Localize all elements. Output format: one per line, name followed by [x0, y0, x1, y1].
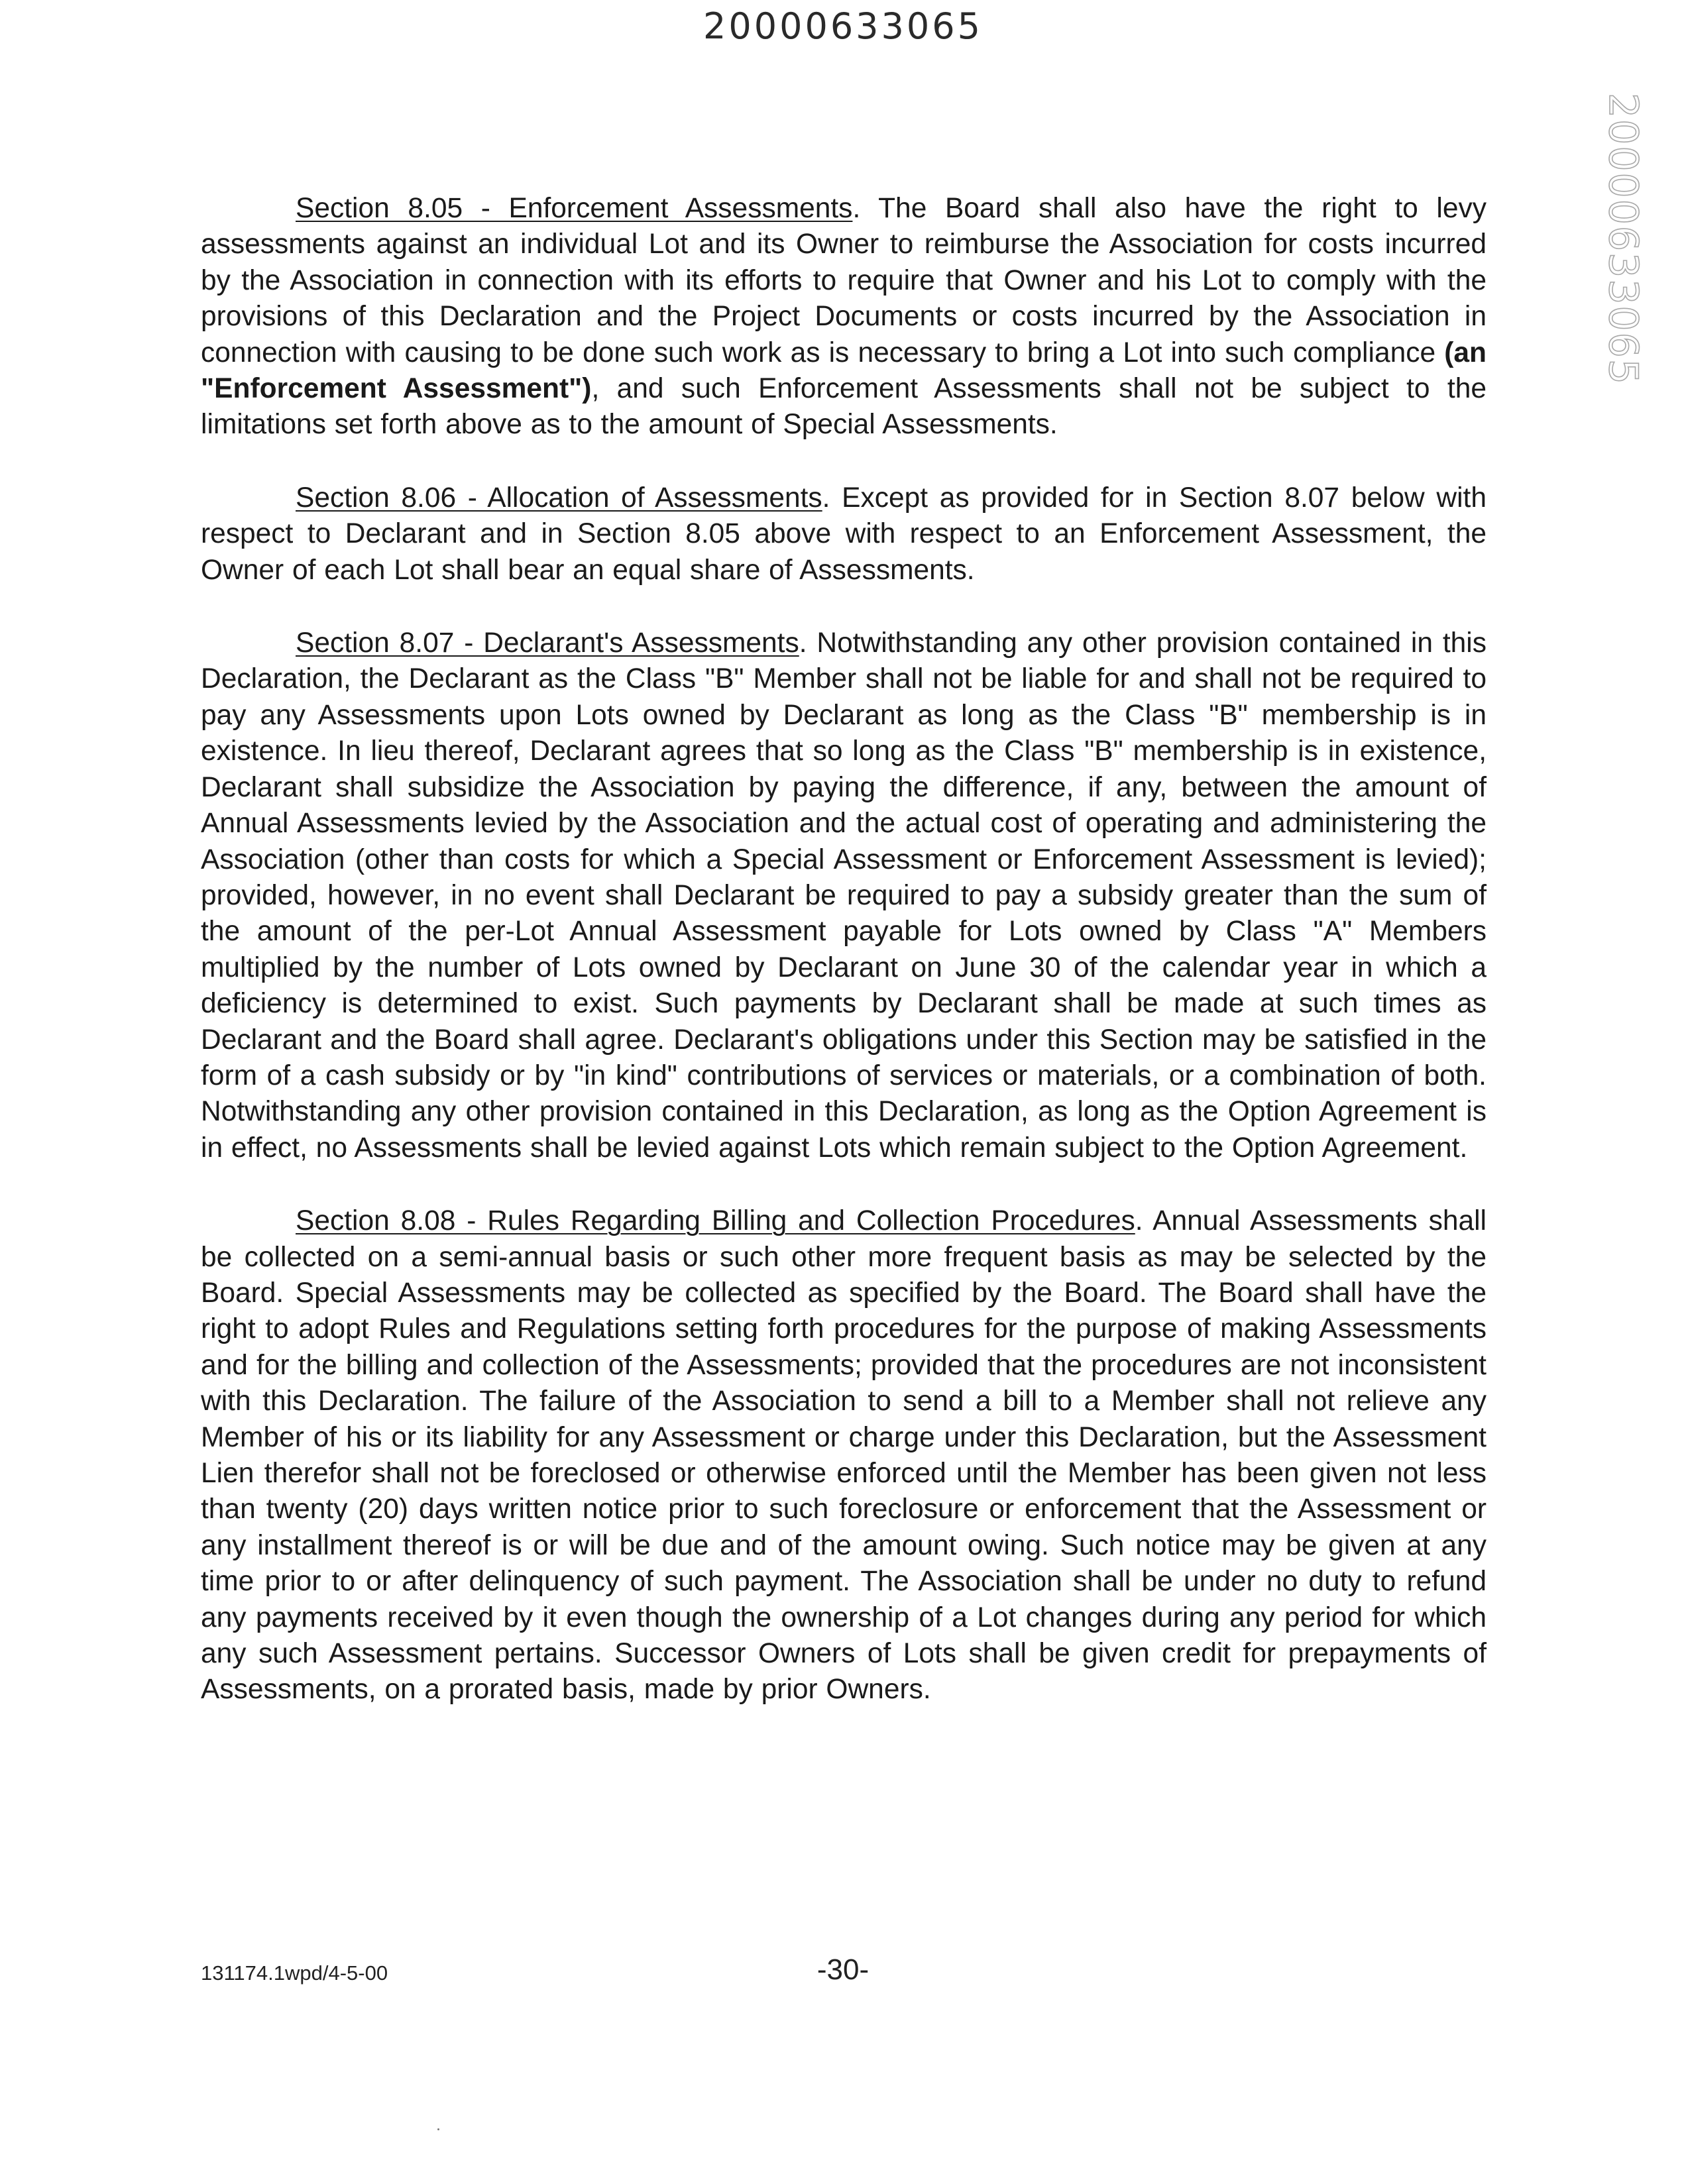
footer-file-id: 131174.1wpd/4-5-00 [201, 1961, 388, 1985]
section-8-05-text: . The Board shall also have the right to levy assessments against an individual Lot and its Owner to reimburse the Association for costs incurred by the Association in connection with its efforts to require that Owner and his Lot to comply with the provisions of this Declaration and the Project Documents or costs incurred by the Association in connection with causing to be done such work as is necessary to bring a Lot into such compliance [201, 193, 1487, 368]
section-8-07-paragraph [201, 626, 1487, 1166]
document-body [201, 191, 1487, 1745]
section-8-05-title: Section 8.05 - Enforcement Assessments [296, 193, 853, 224]
section-8-06-title: Section 8.06 - Allocation of Assessments [296, 482, 822, 514]
scan-speck [437, 2128, 439, 2130]
document-number: 20000633065 [703, 5, 983, 47]
section-8-05-text-end: , and such Enforcement Assessments shall not be subject to the limitations set forth above as to the amount of Special Assessments. [201, 373, 1487, 441]
section-8-05-defined-term: (an "Enforcement Assessment") [201, 337, 1487, 405]
section-8-06-text: . Except as provided for in Section 8.07 below with respect to Declarant and in Section 8.05 above with respect to an Enforcement Assessment, the Owner of each Lot shall bear an equal share of Assessments. [201, 482, 1487, 586]
section-8-07-text: . Notwithstanding any other provision contained in this Declaration, the Declarant as the Class "B" Member shall not be liable for and shall not be required to pay any Assessments upon Lots owned by Declarant as long as the Class "B" membership is in existence. In lieu thereof, Declarant agrees that so long as the Class "B" membership is in existence, Declarant shall subsidize the Association by paying the difference, if any, between the amount of Annual Assessments levied by the Association and the actual cost of operating and administering the Association (other than costs for which a Special Assessment or Enforcement Assessment is levied); provided, however, in no event shall Declarant be required to pay a subsidy greater than the sum of the amount of the per-Lot Annual Assessment payable for Lots owned by Class "A" Members multiplied by the number of Lots owned by Declarant on June 30 of the calendar year in which a deficiency is determined to exist. Such payments by Declarant shall be made at such times as Declarant and the Board shall agree. Declarant's obligations under this Section may be satisfied in the form of a cash subsidy or by "in kind" contributions of services or materials, or a combination of both. Notwithstanding any other provision contained in this Declaration, as long as the Option Agreement is in effect, no Assessments shall be levied against Lots which remain subject to the Option Agreement. [201, 628, 1487, 1164]
section-8-05-paragraph [201, 191, 1487, 443]
section-8-06-paragraph [201, 480, 1487, 588]
page-number: -30- [816, 1953, 870, 1986]
section-8-08-text: . Annual Assessments shall be collected on a semi-annual basis or such other more frequent basis as may be selected by the Board. Special Assessments may be collected as specified by the Board. The Board shall have the right to adopt Rules and Regulations setting forth procedures for the purpose of making Assessments and for the billing and collection of the Assessments; provided that the procedures are not inconsistent with this Declaration. The failure of the Association to send a bill to a Member shall not relieve any Member of his or its liability for any Assessment or charge under this Declaration, but the Assessment Lien therefor shall not be foreclosed or otherwise enforced until the Member has been given not less than twenty (20) days written notice prior to such foreclosure or enforcement that the Assessment or any installment thereof is or will be due and of the amount owing. Such notice may be given at any time prior to or after delinquency of such payment. The Association shall be under no duty to refund any payments received by it even though the ownership of a Lot changes during any period for which any such Assessment pertains. Successor Owners of Lots shall be given credit for prepayments of Assessments, on a prorated basis, made by prior Owners. [201, 1205, 1487, 1706]
section-8-08-paragraph [201, 1203, 1487, 1708]
side-stamp-number: 20000633065 [1600, 93, 1646, 386]
section-8-08-title: Section 8.08 - Rules Regarding Billing and Collection Procedures [296, 1205, 1135, 1237]
section-8-07-title: Section 8.07 - Declarant's Assessments [296, 628, 799, 659]
